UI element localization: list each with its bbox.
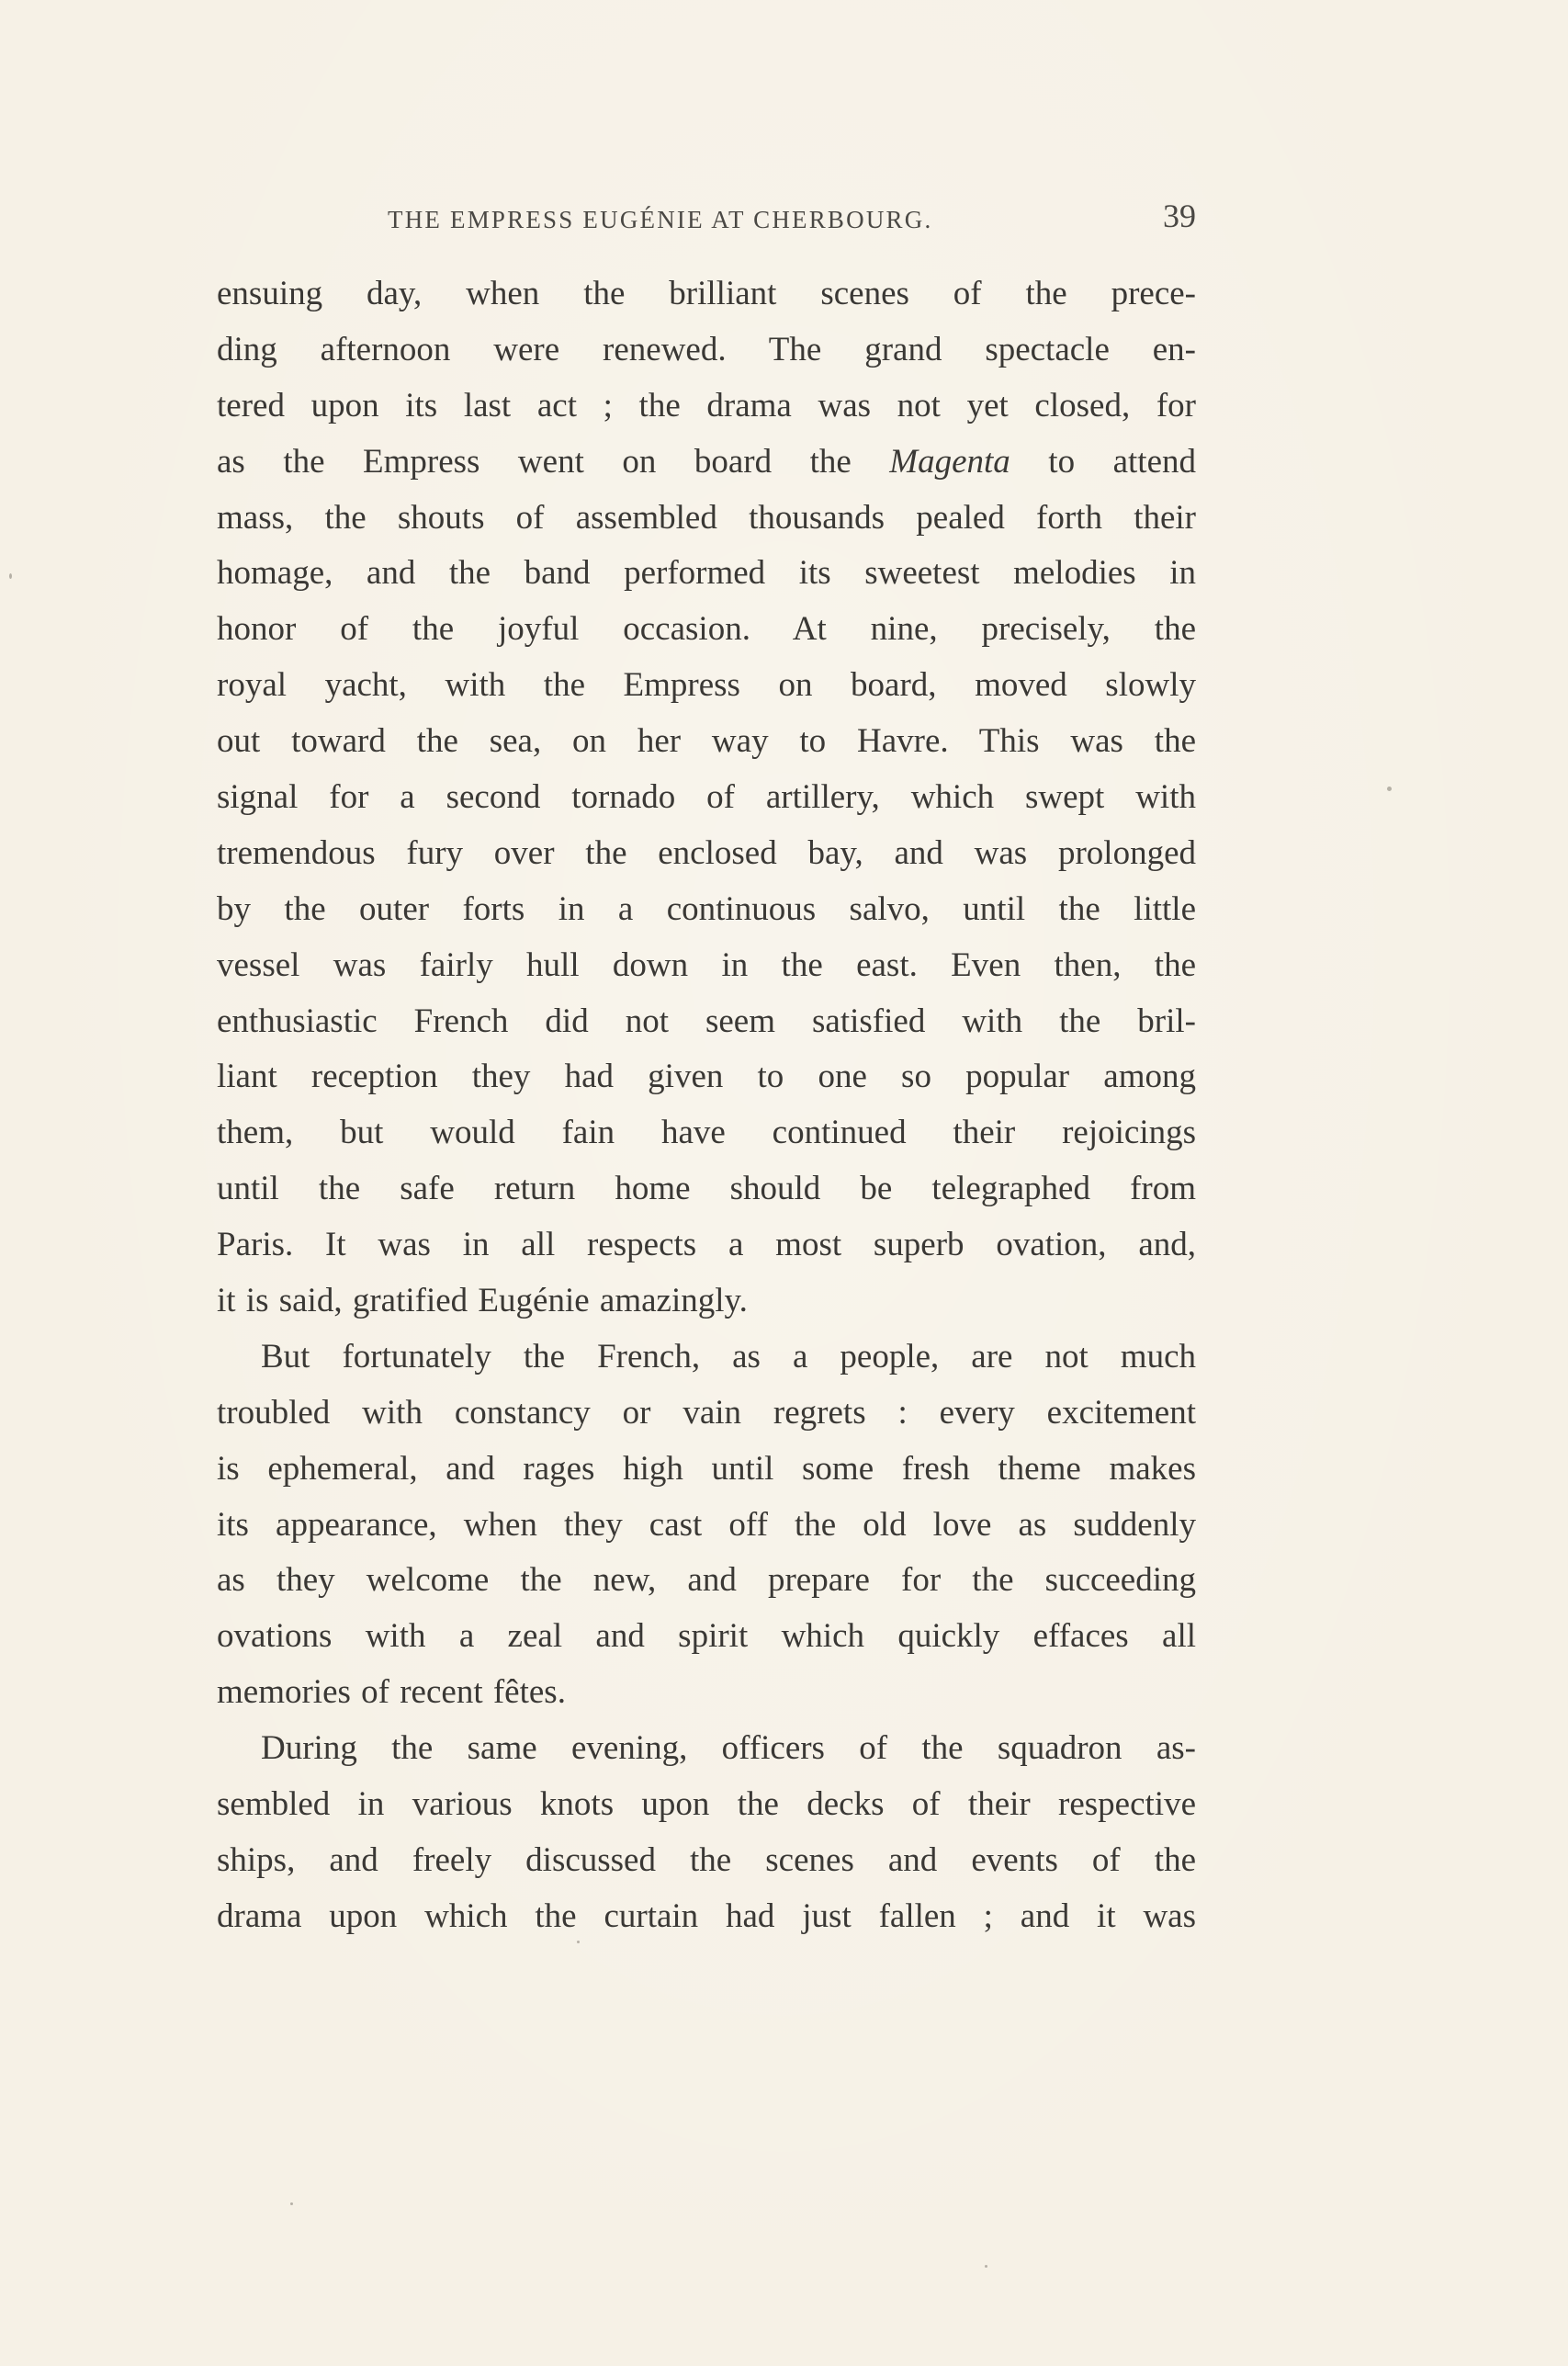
text-line: ovations with a zeal and spirit which quickly effaces all (217, 1617, 1196, 1656)
text-line: memories of recent fêtes. (217, 1673, 566, 1712)
text-line: out toward the sea, on her way to Havre. This was the (217, 722, 1196, 761)
text-line: troubled with constancy or vain regrets : every excitement (217, 1393, 1196, 1432)
text-line: Paris. It was in all respects a most superb ovation, and, (217, 1226, 1196, 1264)
text-line: ensuing day, when the brilliant scenes of the prece- (217, 275, 1196, 312)
text-line: its appearance, when they cast off the old love as suddenly (217, 1505, 1196, 1544)
running-title: THE EMPRESS EUGÉNIE AT CHERBOURG. (388, 206, 933, 233)
text-line: signal for a second tornado of artillery, which swept with (217, 778, 1196, 817)
text-line: enthusiastic French did not seem satisfied with the bril- (217, 1002, 1196, 1040)
text-line: it is said, gratified Eugénie amazingly. (217, 1282, 748, 1320)
text-line: ding afternoon were renewed. The grand spectacle en- (217, 330, 1196, 368)
paper-speck (1387, 787, 1392, 791)
paper-speck (290, 2202, 293, 2205)
text-line: as they welcome the new, and prepare for the succeeding (217, 1561, 1196, 1600)
paper-speck (985, 2265, 987, 2268)
paper-speck (9, 573, 12, 579)
ship-name-italic: Magenta (889, 442, 1010, 481)
text-line: sembled in various knots upon the decks of their respective (217, 1785, 1196, 1824)
body-text (217, 266, 1196, 1945)
text-line: honor of the joyful occasion. At nine, precisely, the (217, 610, 1196, 649)
text-line: until the safe return home should be telegraphed from (217, 1170, 1196, 1208)
text-line: tremendous fury over the enclosed bay, and was prolonged (217, 833, 1196, 872)
text-line: drama upon which the curtain had just fallen ; and it was (217, 1896, 1196, 1935)
page-number: 39 (1163, 198, 1196, 234)
text-line: mass, the shouts of assembled thousands pealed forth their (217, 498, 1196, 537)
text-line: tered upon its last act ; the drama was not yet closed, for (217, 386, 1196, 425)
text-span: as the Empress went on board the (217, 442, 890, 481)
text-line: ships, and freely discussed the scenes and events of the (217, 1840, 1196, 1879)
paper-speck (577, 1941, 580, 1943)
text-line: vessel was fairly hull down in the east. Even then, the (217, 945, 1196, 984)
running-head (217, 193, 1196, 239)
text-line: by the outer forts in a continuous salvo, until the little (217, 889, 1196, 928)
text-line: them, but would fain have continued their rejoicings (217, 1114, 1196, 1152)
text-line: liant reception they had given to one so popular among (217, 1058, 1196, 1096)
text-line: But fortunately the French, as a people, are not much (261, 1337, 1196, 1375)
text-line (217, 435, 1196, 491)
text-line: is ephemeral, and rages high until some fresh theme makes (217, 1449, 1196, 1488)
text-line: During the same evening, officers of the squadron as- (261, 1729, 1196, 1768)
text-line: royal yacht, with the Empress on board, moved slowly (217, 666, 1196, 705)
text-line: homage, and the band performed its sweetest melodies in (217, 554, 1196, 593)
text-span: to attend (1010, 442, 1196, 481)
